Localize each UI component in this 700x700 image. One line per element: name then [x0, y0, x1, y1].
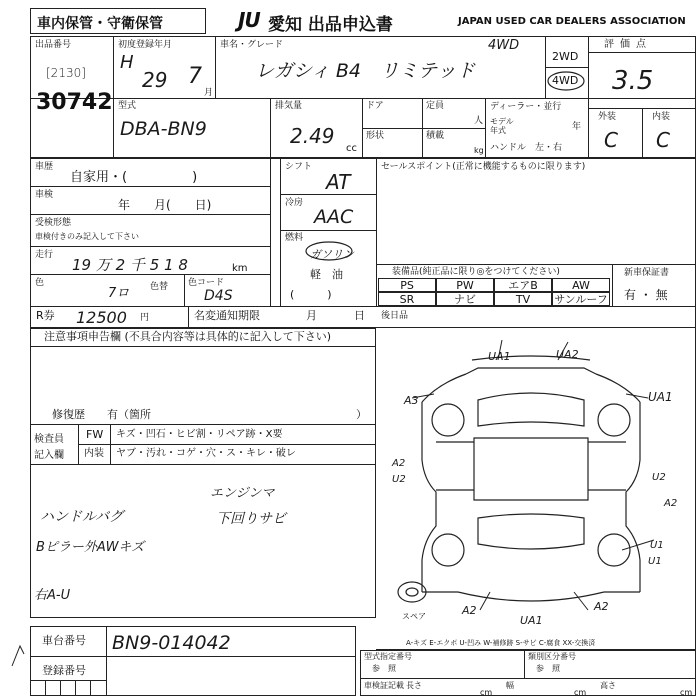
- mark-right-rear-u1b: U1: [648, 556, 662, 567]
- sales-points-label: セールスポイント(正常に機能するものに限ります): [381, 162, 586, 172]
- model-year-label: モデル 年式: [490, 117, 514, 135]
- ju-logo: JU: [238, 8, 260, 32]
- month-unit: 月: [204, 88, 214, 98]
- mark-right-front: UA1: [648, 390, 673, 404]
- interior-grade: C: [656, 128, 670, 152]
- legend: A-キズ E-エクボ U-凹み W-補修跡 S-サビ C-腐食 XX-交換済: [406, 639, 596, 647]
- handle-label: ハンドル 左・右: [490, 143, 563, 153]
- fuel-gasoline: ガソリン: [310, 248, 354, 261]
- notice-label: 名変通知期限: [194, 309, 260, 322]
- equipment-item: PS: [378, 278, 436, 292]
- inspector-exterior-tag: FW: [86, 428, 104, 441]
- storage-label-box: [30, 8, 206, 34]
- mark-bottom-left: A2: [462, 604, 477, 617]
- note-4: Bピラー外AWキズ: [36, 540, 145, 555]
- storage-label: 車内保管・守衛保管: [37, 16, 163, 32]
- year-unit: 年: [572, 122, 582, 132]
- door-label: ドア: [366, 101, 384, 111]
- storage-fee-label: 新車保証書: [624, 268, 670, 278]
- load-label: 積載: [426, 131, 445, 141]
- note-1: エンジンマ: [210, 486, 275, 501]
- length-label: 長さ: [406, 681, 422, 690]
- interior-label: 内装: [652, 112, 671, 122]
- association-name: JAPAN USED CAR DEALERS ASSOCIATION: [458, 16, 686, 27]
- mark-bottom-mid: UA1: [520, 614, 543, 627]
- fuel-label: 燃料: [285, 233, 304, 243]
- inspector-label: 検査員 記入欄: [34, 434, 64, 461]
- exterior-label: 外装: [598, 112, 617, 122]
- model-label: 型式: [118, 101, 137, 111]
- equipment-item: PW: [436, 278, 494, 292]
- mark-left-side-u: U2: [392, 474, 406, 485]
- pen-mark: [8, 640, 28, 670]
- car-name-label: 車名・グレード: [220, 40, 284, 50]
- inspector-exterior-items: キズ・凹石・ヒビ割・リペア跡・X要: [116, 429, 283, 440]
- recycle-label: R券: [36, 309, 55, 322]
- plate-divider: [60, 680, 61, 696]
- storage-fee-options: 有 ・ 無: [624, 288, 668, 302]
- registration-era: H: [120, 52, 134, 73]
- size-label: 車検証記載: [364, 681, 404, 690]
- registration-label: 初度登録年月: [118, 40, 173, 50]
- mark-left-front: A3: [404, 394, 419, 407]
- shift-label: シフト: [285, 162, 313, 172]
- note-3: 下回りサビ: [216, 511, 286, 527]
- lot-label: 出品番号: [35, 40, 72, 50]
- capacity-unit: 人: [474, 116, 484, 126]
- shift-value: AT: [326, 170, 351, 194]
- plate-divider: [30, 680, 31, 696]
- shape-label: 形状: [366, 131, 385, 141]
- notice-day: 日: [354, 309, 365, 322]
- recycle-unit: 円: [140, 313, 150, 323]
- notice-month: 月: [306, 309, 317, 322]
- notes-label: 注意事項申告欄 (不具合内容等は具体的に記入して下さい): [44, 330, 332, 343]
- lot-number: 30742: [36, 90, 113, 115]
- plate-divider: [45, 680, 46, 696]
- ref2-label: 参 照: [536, 664, 560, 673]
- color-change-label: 色替: [150, 282, 169, 292]
- equipment-item: サンルーフ: [552, 292, 610, 306]
- height-label: 高さ: [600, 681, 616, 690]
- displacement-unit: cc: [346, 143, 357, 154]
- drive-4wd: 4WD: [552, 74, 579, 87]
- capacity-label: 定員: [426, 101, 445, 111]
- equipment-label: 装備品(純正品に限り◎をつけてください): [392, 267, 560, 277]
- grade-label: 評価点: [604, 39, 652, 50]
- mileage-label: 走行: [35, 250, 54, 260]
- ref-label: 参 照: [372, 664, 396, 673]
- color-code: D4S: [204, 288, 233, 304]
- mark-left-side-a: A2: [392, 458, 406, 469]
- mark-top-right: UA2: [556, 348, 579, 361]
- plate-divider: [90, 680, 91, 696]
- fuel-gasoline-circle: [304, 240, 354, 262]
- mileage-value: 19 万 2 千 5 1 8: [72, 256, 188, 274]
- height-unit: cm: [680, 688, 693, 697]
- width-label: 幅: [506, 681, 514, 690]
- chassis-value: BN9-014042: [112, 632, 231, 654]
- color-label: 色: [35, 278, 45, 288]
- fuel-other: ( ): [290, 288, 332, 301]
- equipment-item: SR: [378, 292, 436, 306]
- equipment-item: ナビ: [436, 292, 494, 306]
- color-code-label: 色コード: [188, 278, 225, 288]
- lot-sub-number: [2130]: [46, 66, 86, 80]
- registration-year: 29: [142, 68, 168, 92]
- displacement-label: 排気量: [275, 101, 303, 111]
- equipment-item: AW: [552, 278, 610, 292]
- inspector-interior-tag: 内装: [84, 448, 104, 459]
- history-value: 自家用・( ): [70, 170, 198, 185]
- mark-right-rear-u1: U1: [650, 540, 664, 551]
- repair-close: ）: [356, 408, 367, 421]
- grade-score: 3.5: [612, 66, 654, 96]
- registration-month: 7: [188, 64, 202, 89]
- mark-right-side-a: A2: [664, 498, 678, 509]
- note-2: ハンドルバグ: [40, 509, 124, 525]
- model-value: DBA-BN9: [120, 118, 207, 140]
- after-install-label: 後日品: [381, 311, 409, 321]
- color-value: 7ロ: [108, 286, 130, 301]
- inspector-interior-items: ヤブ・汚れ・コゲ・穴・ス・キレ・破レ: [116, 448, 296, 459]
- notes-block: [30, 328, 376, 618]
- spare-label: スペア: [402, 612, 426, 621]
- aircon-value: AAC: [314, 206, 354, 228]
- car-name-value: レガシィ B4 リミテッド: [255, 60, 476, 82]
- length-unit: cm: [480, 688, 493, 697]
- load-unit: kg: [474, 146, 484, 155]
- model-id-label: 型式指定番号: [364, 652, 412, 661]
- dealer-label: ディーラー・並行: [490, 102, 562, 112]
- receipt-note: 車検付きのみ記入して下さい: [35, 232, 139, 241]
- mileage-unit: km: [232, 263, 248, 274]
- fuel-diesel: 軽 油: [310, 268, 343, 281]
- plate-label: 登録番号: [42, 664, 86, 677]
- equipment-item: エアB: [494, 278, 552, 292]
- mark-right-side-u: U2: [652, 472, 666, 483]
- drive-4wd-circle: [546, 70, 586, 92]
- chassis-label: 車台番号: [42, 634, 86, 647]
- diagram-border: [376, 328, 696, 650]
- mark-bottom-right: A2: [594, 600, 609, 613]
- receipt-label: 受検形態: [35, 218, 72, 228]
- aircon-label: 冷房: [285, 198, 304, 208]
- form-title: 愛知 出品申込書: [268, 15, 393, 35]
- equipment-item: TV: [494, 292, 552, 306]
- width-unit: cm: [574, 688, 587, 697]
- inspection-value: 年 月( 日): [118, 198, 212, 212]
- mark-top-left: UA1: [488, 350, 511, 363]
- displacement-value: 2.49: [290, 124, 335, 148]
- drive-note: 4WD: [488, 38, 520, 53]
- history-label: 車歴: [35, 162, 54, 172]
- plate-divider: [75, 680, 76, 696]
- exterior-grade: C: [604, 128, 618, 152]
- category-label: 類別区分番号: [528, 652, 576, 661]
- drive-2wd: 2WD: [552, 50, 579, 63]
- inspection-label: 車検: [35, 190, 54, 200]
- note-5: 右A-U: [34, 588, 71, 603]
- repair-label: 修復歴 有（箇所: [52, 408, 151, 421]
- recycle-value: 12500: [76, 308, 127, 327]
